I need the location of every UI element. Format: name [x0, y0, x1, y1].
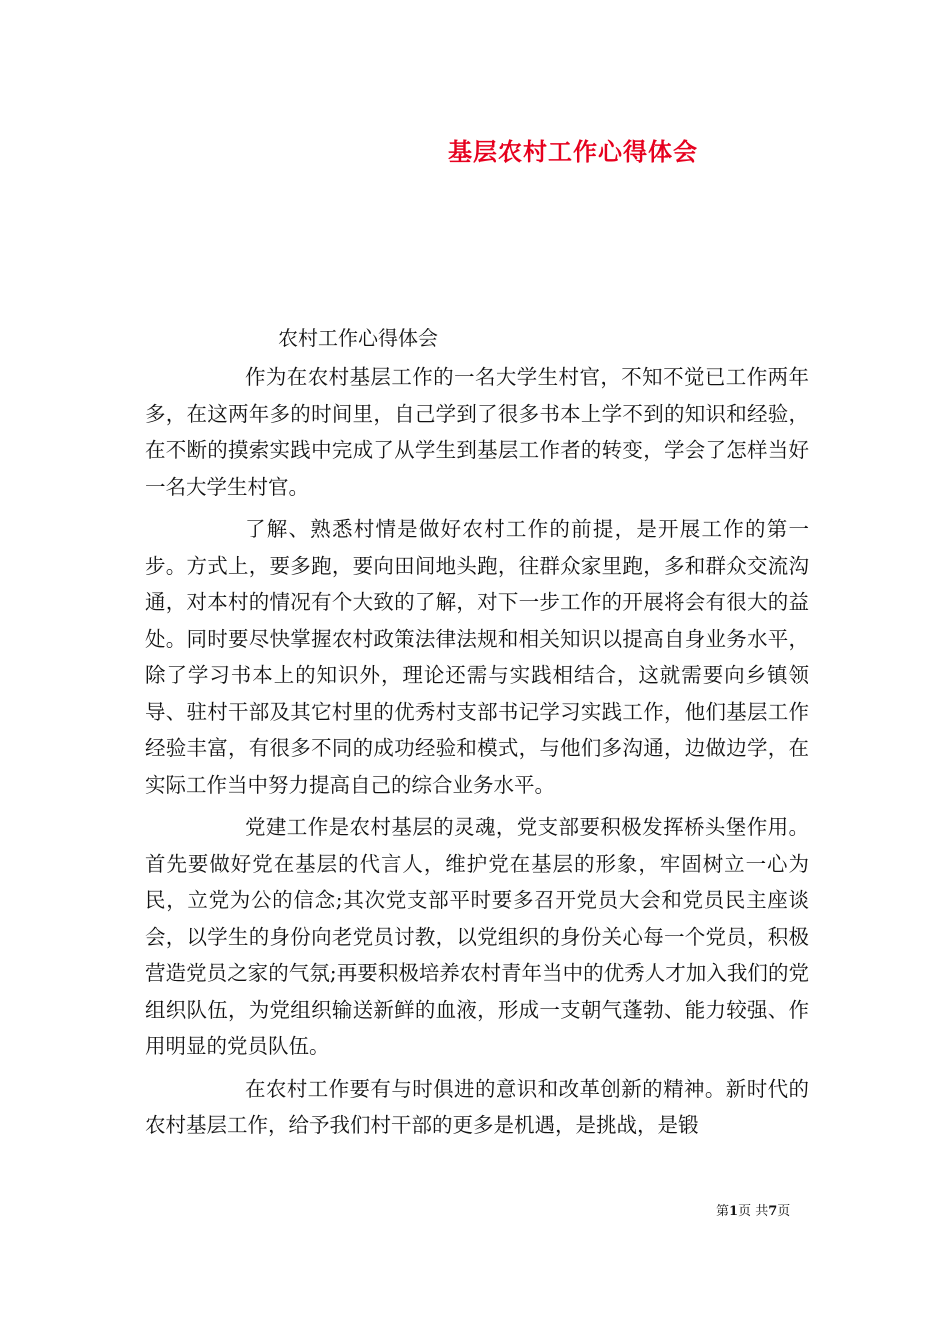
paragraph: 作为在农村基层工作的一名大学生村官，不知不觉已工作两年多，在这两年多的时间里，自己学到了很多书本上学不到的知识和经验，在不断的摸索实践中完成了从学生到基层工作者的转变，学会了怎样当好一名大学生村官。: [145, 365, 809, 499]
page-number-footer: [716, 1203, 790, 1221]
document-subtitle: 农村工作心得体会: [278, 326, 438, 350]
paragraph: 党建工作是农村基层的灵魂，党支部要积极发挥桥头堡作用。首先要做好党在基层的代言人，维护党在基层的形象，牢固树立一心为民，立党为公的信念;其次党支部平时要多召开党员大会和党员民主座谈会，以学生的身份向老党员讨教，以党组织的身份关心每一个党员，积极营造党员之家的气氛;再要积极培养农村青年当中的优秀人才加入我们的党组织队伍，为党组织输送新鲜的血液，形成一支朝气蓬勃、能力较强、作用明显的党员队伍。: [145, 815, 809, 1058]
document-body: [145, 359, 809, 1144]
footer-suffix: 页: [777, 1204, 791, 1219]
document-title: 基层农村工作心得体会: [448, 137, 698, 166]
current-page-number: 1: [729, 1204, 739, 1219]
footer-middle: 页 共: [738, 1204, 769, 1219]
footer-prefix: 第: [716, 1204, 730, 1219]
total-page-number: 7: [768, 1204, 778, 1219]
paragraph: 了解、熟悉村情是做好农村工作的前提，是开展工作的第一步。方式上，要多跑，要向田间地头跑，往群众家里跑，多和群众交流沟通，对本村的情况有个大致的了解，对下一步工作的开展将会有很大的益处。同时要尽快掌握农村政策法律法规和相关知识以提高自身业务水平，除了学习书本上的知识外，理论还需与实践相结合，这就需要向乡镇领导、驻村干部及其它村里的优秀村支部书记学习实践工作，他们基层工作经验丰富，有很多不同的成功经验和模式，与他们多沟通，边做边学，在实际工作当中努力提高自己的综合业务水平。: [145, 517, 809, 797]
paragraph: 在农村工作要有与时俱进的意识和改革创新的精神。新时代的农村基层工作，给予我们村干部的更多是机遇，是挑战，是锻: [145, 1076, 809, 1137]
